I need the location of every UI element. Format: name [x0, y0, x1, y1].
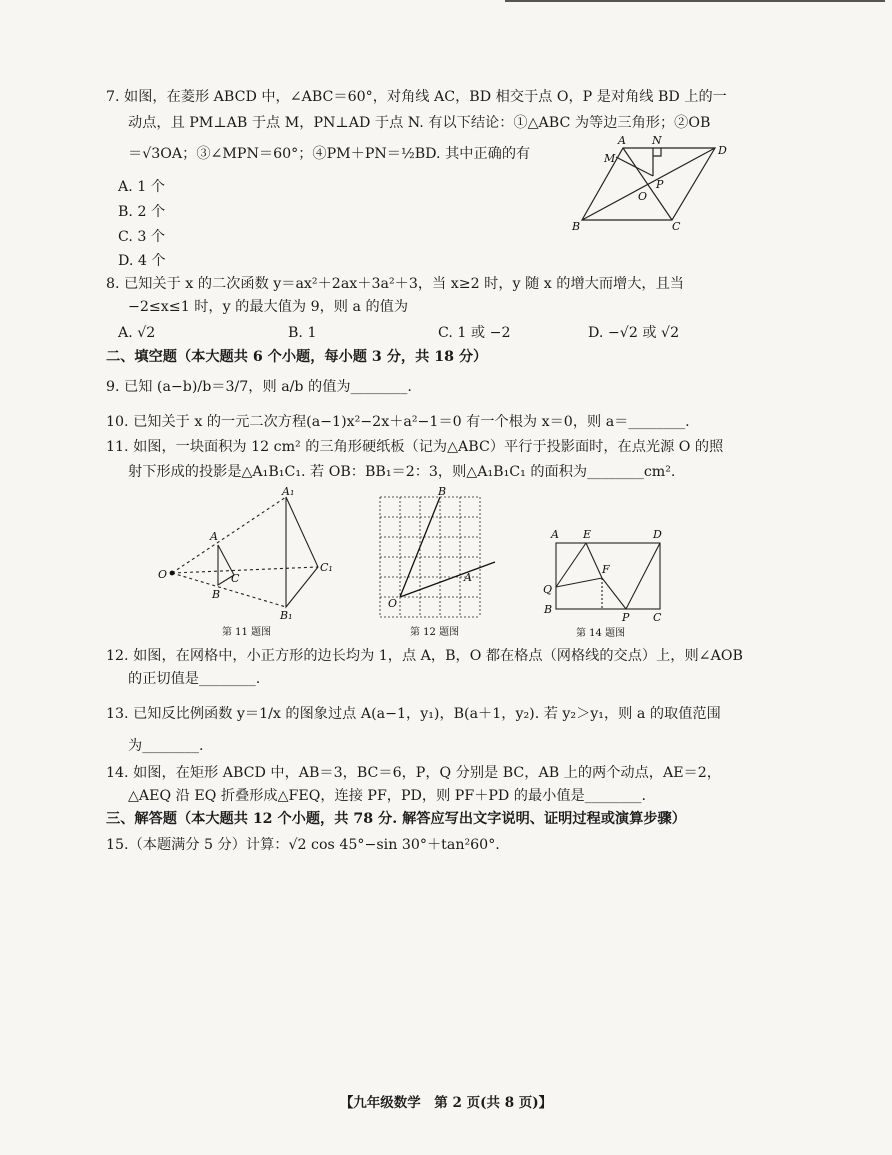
- q14-line-1: 14. 如图，在矩形 ABCD 中，AB＝3，BC＝6，P，Q 分别是 BC，AB 上的两个动点，AE＝2，: [106, 765, 721, 781]
- q7-label-c: C: [672, 220, 681, 233]
- q7-line-3: ＝√3OA；③∠MPN＝60°；④PM＋PN＝½BD. 其中正确的有: [128, 146, 531, 162]
- q7-label-o: O: [638, 190, 648, 203]
- fig11-label-a1: A₁: [282, 485, 295, 498]
- fig14-label-p: P: [622, 611, 630, 624]
- fig12-caption: 第 12 题图: [410, 627, 460, 638]
- q7-label-a: A: [618, 134, 626, 147]
- fig14-label-a: A: [551, 528, 559, 541]
- q7-label-p: P: [656, 178, 664, 191]
- q10-text: 10. 已知关于 x 的一元二次方程(a−1)x²−2x＋a²−1＝0 有一个根为 x＝0，则 a＝________.: [106, 414, 690, 430]
- q9-text: 9. 已知 (a−b)/b＝3/7，则 a/b 的值为________.: [106, 379, 412, 395]
- q12-line-1: 12. 如图，在网格中，小正方形的边长均为 1，点 A，B，O 都在格点（网格线的交点）上，则∠AOB: [106, 648, 743, 664]
- q11-line-1: 11. 如图，一块面积为 12 cm² 的三角形硬纸板（记为△ABC）平行于投影面时，在点光源 O 的照: [106, 439, 724, 455]
- fig11-projection: [150, 485, 350, 640]
- q7-label-d: D: [718, 144, 727, 157]
- q7-option-c: C. 3 个: [118, 229, 166, 245]
- fig11-label-a: A: [210, 530, 218, 543]
- q7-line-2: 动点，且 PM⊥AB 于点 M，PN⊥AD 于点 N. 有以下结论：①△ABC 为等边三角形；②OB: [128, 115, 711, 131]
- fig14-caption: 第 14 题图: [576, 628, 626, 639]
- q8-option-a: A. √2: [118, 325, 156, 341]
- q13-line-2: 为________.: [128, 738, 204, 754]
- q7-line-1: 7. 如图，在菱形 ABCD 中，∠ABC＝60°，对角线 AC，BD 相交于点 O，P 是对角线 BD 上的一: [106, 89, 727, 105]
- q7-label-m: M: [604, 152, 616, 165]
- q7-label-n: N: [652, 134, 662, 147]
- fig11-label-b: B: [212, 588, 221, 601]
- fig14-label-d: D: [653, 528, 662, 541]
- page-footer: 【九年级数学 第 2 页(共 8 页)】: [339, 1095, 553, 1111]
- q8-option-c: C. 1 或 −2: [438, 325, 511, 341]
- q13-line-1: 13. 已知反比例函数 y＝1/x 的图象过点 A(a−1，y₁)，B(a＋1，y₂). 若 y₂＞y₁，则 a 的取值范围: [106, 706, 721, 722]
- top-rule: [505, 0, 885, 2]
- q7-option-d: D. 4 个: [118, 253, 166, 269]
- fig11-label-o: O: [158, 568, 168, 581]
- q7-option-b: B. 2 个: [118, 204, 166, 220]
- fig14-label-c: C: [653, 611, 662, 624]
- q14-line-2: △AEQ 沿 EQ 折叠形成△FEQ，连接 PF，PD，则 PF＋PD 的最小值是________.: [128, 788, 647, 804]
- q15-text: 15.（本题满分 5 分）计算：√2 cos 45°−sin 30°＋tan²60°.: [106, 837, 500, 853]
- fig12-grid: [370, 485, 505, 640]
- fig14-label-q: Q: [543, 583, 553, 596]
- q8-option-d: D. −√2 或 √2: [588, 325, 680, 341]
- q7-rhombus-figure: [560, 130, 730, 240]
- q7-option-a: A. 1 个: [118, 179, 165, 195]
- fig12-label-b: B: [438, 485, 447, 498]
- fig11-caption: 第 11 题图: [222, 627, 272, 638]
- q11-line-2: 射下形成的投影是△A₁B₁C₁. 若 OB：BB₁＝2：3，则△A₁B₁C₁ 的面积为________cm².: [128, 464, 676, 480]
- q8-line-2: −2≤x≤1 时，y 的最大值为 9，则 a 的值为: [128, 299, 409, 315]
- fig14-label-e: E: [583, 528, 592, 541]
- fig11-label-b1: B₁: [280, 609, 293, 622]
- q8-line-1: 8. 已知关于 x 的二次函数 y＝ax²＋2ax＋3a²＋3，当 x≥2 时，y 随 x 的增大而增大，且当: [106, 276, 684, 292]
- section-answer-heading: 三、解答题（本大题共 12 个小题，共 78 分. 解答应写出文字说明、证明过程或演算步骤）: [106, 811, 686, 827]
- fig12-label-o: O: [388, 597, 398, 610]
- fig11-label-c: C: [231, 572, 240, 585]
- q12-line-2: 的正切值是________.: [128, 671, 261, 687]
- fig14-rectangle: [540, 523, 680, 641]
- fig12-label-a: A: [464, 571, 472, 584]
- q8-option-b: B. 1: [288, 325, 317, 341]
- fig14-label-f: F: [602, 563, 610, 576]
- section-fill-in-heading: 二、填空题（本大题共 6 个小题，每小题 3 分，共 18 分）: [106, 349, 488, 365]
- fig14-label-b: B: [544, 603, 553, 616]
- fig11-label-c1: C₁: [320, 561, 333, 574]
- q7-label-b: B: [572, 220, 581, 233]
